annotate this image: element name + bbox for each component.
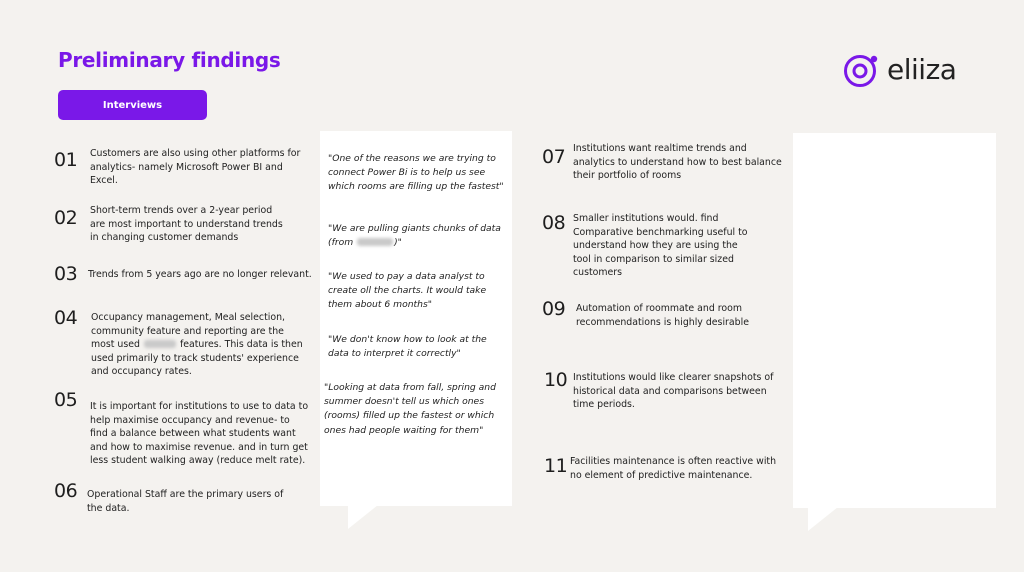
finding-text-part-a: Occupancy management, Meal selection, community feature and reporting are the most used [91, 312, 286, 351]
finding-number: 06 [54, 480, 78, 502]
quotes-panel-tail [348, 505, 378, 529]
finding-number: 01 [54, 149, 78, 171]
quote-5: "Looking at data from fall, spring and summer doesn't tell us which ones (rooms) filled up the fastest or which ones had people waiting for them" [324, 382, 496, 436]
eliiza-logo-icon [841, 50, 881, 90]
empty-panel [793, 133, 996, 508]
finding-number: 07 [542, 146, 566, 168]
finding-text: Automation of roommate and room recommendations is highly desirable [576, 303, 749, 328]
quote-4: "We don't know how to look at the data to interpret it correctly" [328, 334, 487, 360]
finding-number: 11 [544, 455, 568, 477]
brand-logo [841, 50, 956, 90]
finding-number: 02 [54, 207, 78, 229]
quote-2 [328, 222, 508, 250]
quote-1: "One of the reasons we are trying to connect Power Bi is to help us see which rooms are filling up the fastest" [328, 153, 504, 193]
brand-name: eliiza [887, 53, 957, 86]
finding-text: Operational Staff are the primary users of the data. [87, 489, 284, 514]
finding-number: 03 [54, 263, 78, 285]
finding-number: 05 [54, 389, 78, 411]
finding-text: It is important for institutions to use to data to help maximise occupancy and revenue- to find a balance between what students want and how to maximise revenue. and in turn get less student walking away (reduce melt rate). [90, 401, 309, 467]
finding-text: Smaller institutions would. find Comparative benchmarking useful to understand how they are using the tool in comparison to similar sized customers [573, 213, 748, 279]
page-title: Preliminary findings [58, 48, 281, 72]
finding-text: Trends from 5 years ago are no longer relevant. [88, 269, 312, 280]
finding-number: 04 [54, 307, 78, 329]
quote-text-part-b: )" [394, 237, 402, 249]
finding-text [91, 311, 305, 379]
quote-text-part-a: "We are pulling giants chunks of data (from [328, 223, 501, 249]
finding-text: Institutions would like clearer snapshots of historical data and comparisons between time periods. [573, 372, 774, 411]
quote-3: "We used to pay a data analyst to create oll the charts. It would take them about 6 months" [328, 271, 487, 311]
finding-text-part-b: features. This data is then used primarily to track students' experience and occupancy rates. [91, 339, 303, 378]
finding-text: Facilities maintenance is often reactive with no element of predictive maintenance. [570, 456, 777, 481]
finding-text: Institutions want realtime trends and analytics to understand how to best balance their portfolio of rooms [573, 143, 782, 182]
tab-interviews[interactable]: Interviews [58, 90, 207, 120]
redacted-name [144, 340, 176, 348]
finding-text: Short-term trends over a 2-year period are most important to understand trends in changing customer demands [90, 205, 283, 244]
empty-panel-tail [808, 507, 838, 531]
finding-number: 09 [542, 298, 566, 320]
finding-number: 10 [544, 369, 568, 391]
finding-number: 08 [542, 212, 566, 234]
redacted-name [357, 238, 393, 246]
finding-text: Customers are also using other platforms for analytics- namely Microsoft Power BI and Excel. [90, 148, 301, 187]
